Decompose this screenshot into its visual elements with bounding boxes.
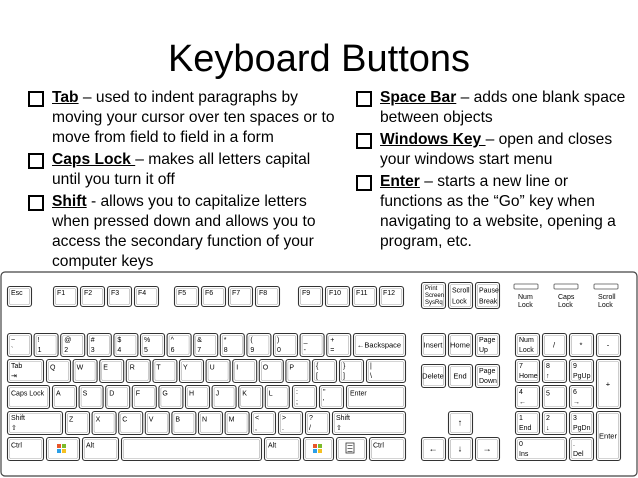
- key-page-up[interactable]: [476, 334, 500, 357]
- key-period[interactable]: [279, 412, 303, 435]
- key-label: Ctrl: [373, 442, 384, 450]
- key-label: Esc: [11, 290, 23, 297]
- key-tab[interactable]: [8, 360, 44, 383]
- key-label: I: [236, 364, 239, 372]
- key-semicolon[interactable]: [293, 386, 317, 409]
- key-label: Page: [479, 337, 496, 345]
- key-label: End: [519, 424, 532, 432]
- bullet-term: Space Bar: [380, 89, 457, 106]
- key-label: F5: [178, 290, 187, 297]
- key-lbracket[interactable]: [313, 360, 337, 383]
- key-label: _: [303, 337, 308, 345]
- key-z[interactable]: [66, 412, 90, 435]
- key-f3[interactable]: [108, 287, 132, 307]
- key-np7[interactable]: [516, 360, 540, 383]
- menu-icon: [346, 443, 354, 453]
- key-label: J: [215, 390, 220, 398]
- indicator-label: Lock: [518, 302, 533, 309]
- key-label: <: [255, 415, 260, 423]
- key-equals[interactable]: [327, 334, 351, 357]
- key-q[interactable]: [47, 360, 71, 383]
- key-label: Up: [479, 346, 488, 354]
- key-label: 5: [144, 346, 148, 354]
- key-w[interactable]: [73, 360, 97, 383]
- key-n[interactable]: [199, 412, 223, 435]
- bullet-text: – starts a new line or functions as the “Go” key when navigating to a website, opening a program, etc.: [380, 173, 616, 250]
- key-label: ←: [519, 398, 526, 406]
- key-i[interactable]: [233, 360, 257, 383]
- key-v[interactable]: [145, 412, 169, 435]
- key-scroll-lock[interactable]: [449, 283, 473, 309]
- key-label: ↓: [546, 424, 550, 432]
- key-a[interactable]: [53, 386, 77, 409]
- key-label: Page: [479, 368, 496, 376]
- key-space[interactable]: [122, 438, 262, 461]
- key-np5[interactable]: [543, 386, 567, 409]
- key-label: -: [303, 346, 306, 354]
- key-label: L: [268, 390, 273, 398]
- key-label: Break: [479, 298, 498, 306]
- bullet-term: Enter: [380, 173, 420, 190]
- bullet-text: – used to indent paragraphs by moving your cursor over ten spaces or to move from field to field in a form: [52, 89, 335, 146]
- key-label: ⇧: [11, 424, 17, 432]
- key-y[interactable]: [180, 360, 204, 383]
- key-j[interactable]: [212, 386, 236, 409]
- key-label: Caps Lock: [11, 390, 45, 398]
- key-label: 8: [223, 346, 228, 354]
- key-label: A: [56, 390, 61, 398]
- key-label: ←: [428, 443, 438, 454]
- key-slash[interactable]: [306, 412, 330, 435]
- key-k[interactable]: [239, 386, 263, 409]
- bullet-term: Tab: [52, 89, 79, 106]
- bullet-term: Windows Key: [380, 131, 486, 148]
- key-arrow-left[interactable]: [422, 438, 446, 461]
- key-f6[interactable]: [202, 287, 226, 307]
- key-label: >: [282, 415, 287, 423]
- key-label: /: [552, 340, 556, 350]
- key-delete[interactable]: [422, 365, 446, 388]
- key-label: Alt: [268, 442, 277, 450]
- key-ctrl-right[interactable]: [370, 438, 406, 461]
- key-label: M: [228, 416, 235, 424]
- key-label: Lock: [452, 298, 467, 306]
- key-comma[interactable]: [252, 412, 276, 435]
- bullet-text: – open and closes your windows start menu: [380, 131, 613, 168]
- key-e[interactable]: [100, 360, 124, 383]
- key-label: ~: [11, 337, 16, 345]
- key-label: G: [162, 390, 168, 398]
- key-label: 4: [117, 346, 122, 354]
- key-np-divide[interactable]: [543, 334, 567, 357]
- key-x[interactable]: [92, 412, 116, 435]
- key-label: !: [37, 337, 40, 345]
- key-insert[interactable]: [422, 334, 446, 357]
- key-label: 5: [546, 390, 550, 398]
- key-label: 2: [546, 415, 550, 423]
- key-label: *: [223, 337, 227, 345]
- key-label: Screen: [425, 293, 445, 299]
- key-label: 2: [64, 346, 69, 354]
- key-label: 3: [90, 346, 95, 354]
- slide-title: Keyboard Buttons: [167, 38, 471, 80]
- key-label: Insert: [423, 340, 443, 350]
- key-label: 7: [519, 363, 523, 371]
- key-label: ←Backspace: [356, 340, 402, 350]
- key-f9[interactable]: [299, 287, 323, 307]
- key-label: Home: [449, 340, 471, 350]
- key-c[interactable]: [119, 412, 143, 435]
- key-np8[interactable]: [543, 360, 567, 383]
- key-label: :: [296, 389, 298, 397]
- key-n9[interactable]: [247, 334, 271, 357]
- key-f10[interactable]: [326, 287, 350, 307]
- key-f1[interactable]: [54, 287, 78, 307]
- key-label: F7: [232, 290, 241, 297]
- key-n4[interactable]: [114, 334, 138, 357]
- key-quote[interactable]: [320, 386, 344, 409]
- indicator-label: Lock: [598, 302, 613, 309]
- key-rbracket[interactable]: [340, 360, 364, 383]
- key-f4[interactable]: [135, 287, 159, 307]
- indicator-label: Num: [518, 294, 533, 301]
- key-np0[interactable]: [516, 438, 567, 461]
- key-m[interactable]: [225, 412, 249, 435]
- key-label: R: [129, 364, 135, 372]
- key-label: ↓: [457, 443, 463, 454]
- key-label: O: [262, 364, 269, 372]
- key-label: $: [117, 337, 122, 345]
- key-d[interactable]: [106, 386, 130, 409]
- key-label: ⇥: [11, 372, 17, 380]
- key-label: Del: [573, 450, 584, 458]
- key-label: F1: [57, 290, 66, 297]
- key-arrow-down[interactable]: [449, 438, 473, 461]
- key-label: Down: [479, 377, 497, 385]
- key-label: 9: [573, 363, 577, 371]
- key-label: }: [343, 363, 346, 371]
- key-label: F6: [205, 290, 214, 297]
- key-label: +: [605, 379, 611, 389]
- key-label: 7: [197, 346, 202, 354]
- key-label: Q: [50, 364, 56, 372]
- key-esc[interactable]: [8, 287, 32, 307]
- key-h[interactable]: [186, 386, 210, 409]
- key-f5[interactable]: [175, 287, 199, 307]
- key-label: ): [277, 337, 280, 345]
- key-label: Enter: [599, 431, 617, 441]
- key-page-down[interactable]: [476, 365, 500, 388]
- key-label: 8: [546, 363, 550, 371]
- key-label: 1: [519, 415, 523, 423]
- key-label: ^: [170, 337, 174, 345]
- key-np-enter[interactable]: [597, 412, 621, 461]
- key-label: ⇧: [336, 424, 342, 432]
- key-label: 4: [519, 389, 523, 397]
- key-np4[interactable]: [516, 386, 540, 409]
- key-label: [: [316, 372, 318, 380]
- key-n8[interactable]: [220, 334, 244, 357]
- key-alt-left[interactable]: [83, 438, 119, 461]
- bullet-text: – adds one blank space between objects: [380, 89, 626, 126]
- key-end[interactable]: [449, 365, 473, 388]
- key-label: &: [197, 337, 202, 345]
- key-label: F8: [259, 290, 268, 297]
- key-enter[interactable]: [347, 386, 406, 409]
- key-label: Z: [69, 416, 74, 424]
- key-u[interactable]: [206, 360, 230, 383]
- key-f7[interactable]: [229, 287, 253, 307]
- key-label: Scroll: [452, 287, 470, 295]
- bullet-text: - allows you to capitalize letters when pressed down and allows you to access the secondary function of your computer keys: [52, 193, 316, 270]
- key-label: F4: [138, 290, 147, 297]
- key-n3[interactable]: [87, 334, 111, 357]
- key-backspace[interactable]: [354, 334, 406, 357]
- key-n5[interactable]: [141, 334, 165, 357]
- key-label: Ctrl: [11, 442, 22, 450]
- key-np1[interactable]: [516, 412, 540, 435]
- key-label: 3: [573, 415, 577, 423]
- key-label: T: [156, 364, 161, 372]
- key-label: ": [323, 389, 326, 397]
- key-label: V: [148, 416, 154, 424]
- key-label: F11: [356, 290, 368, 297]
- key-label: Tab: [11, 363, 23, 371]
- key-np-multiply[interactable]: [570, 334, 594, 357]
- key-ctrl-left[interactable]: [8, 438, 44, 461]
- key-label: F9: [302, 290, 311, 297]
- key-label: PgDn: [573, 424, 591, 432]
- key-label: Enter: [350, 390, 367, 398]
- key-f12[interactable]: [380, 287, 404, 307]
- key-backtick[interactable]: [8, 334, 32, 357]
- key-label: →: [482, 443, 492, 454]
- key-label: ': [323, 398, 325, 406]
- key-label: Lock: [519, 346, 534, 354]
- key-g[interactable]: [159, 386, 183, 409]
- indicator-label: Lock: [558, 302, 573, 309]
- key-label: +: [330, 337, 335, 345]
- key-np2[interactable]: [543, 412, 567, 435]
- key-n0[interactable]: [274, 334, 298, 357]
- key-label: K: [242, 390, 247, 398]
- key-l[interactable]: [265, 386, 289, 409]
- key-shift-right[interactable]: [333, 412, 406, 435]
- key-num-lock[interactable]: [516, 334, 540, 357]
- key-label: \: [370, 372, 372, 380]
- indicator-label: Scroll: [598, 294, 616, 301]
- key-label: ↑: [457, 417, 463, 428]
- key-label: Y: [183, 364, 188, 372]
- key-r[interactable]: [126, 360, 150, 383]
- key-label: {: [316, 363, 319, 371]
- key-label: 9: [250, 346, 255, 354]
- key-label: W: [76, 364, 84, 372]
- key-label: (: [250, 337, 253, 345]
- key-label: →: [573, 398, 580, 406]
- key-label: 0: [519, 441, 523, 449]
- key-label: Shift: [11, 415, 26, 423]
- bullet-text: – makes all letters capital until you turn it off: [52, 151, 311, 188]
- key-n2[interactable]: [61, 334, 85, 357]
- key-label: PgUp: [573, 372, 591, 380]
- key-backslash[interactable]: [367, 360, 406, 383]
- key-label: D: [109, 390, 115, 398]
- key-shift-left[interactable]: [8, 412, 63, 435]
- key-caps-lock[interactable]: [8, 386, 50, 409]
- key-label: /: [309, 424, 311, 432]
- key-label: .: [282, 424, 284, 432]
- key-label: Alt: [86, 442, 95, 450]
- key-label: Print: [425, 286, 438, 292]
- key-label: F12: [383, 290, 396, 297]
- key-label: Delete: [422, 371, 444, 381]
- key-label: ↑: [546, 372, 550, 380]
- key-label: X: [95, 416, 101, 424]
- key-label: SysRq: [425, 300, 443, 306]
- key-label: ?: [309, 415, 313, 423]
- key-label: *: [579, 340, 583, 350]
- key-label: ;: [296, 398, 298, 406]
- key-minus[interactable]: [300, 334, 324, 357]
- key-np6[interactable]: [570, 386, 594, 409]
- key-label: Num: [519, 337, 534, 345]
- key-label: 6: [573, 389, 577, 397]
- key-o[interactable]: [259, 360, 283, 383]
- key-s[interactable]: [79, 386, 103, 409]
- indicator-label: Caps: [558, 294, 575, 301]
- key-label: N: [202, 416, 208, 424]
- key-label: ]: [343, 372, 345, 380]
- key-f[interactable]: [132, 386, 156, 409]
- key-label: U: [209, 364, 215, 372]
- key-label: .: [573, 441, 575, 449]
- key-label: E: [103, 364, 108, 372]
- key-np3[interactable]: [570, 412, 594, 435]
- key-np-minus[interactable]: [597, 334, 621, 357]
- key-label: Shift: [336, 415, 351, 423]
- key-n7[interactable]: [194, 334, 218, 357]
- key-label: H: [189, 390, 195, 398]
- key-n6[interactable]: [167, 334, 191, 357]
- key-label: %: [144, 337, 151, 345]
- key-label: 0: [277, 346, 281, 354]
- key-label: =: [330, 346, 335, 354]
- key-label: P: [289, 364, 295, 372]
- key-p[interactable]: [286, 360, 310, 383]
- key-label: Ins: [519, 450, 529, 458]
- key-label: `: [11, 346, 14, 354]
- key-label: Home: [519, 372, 538, 380]
- key-label: @: [64, 337, 72, 345]
- key-home[interactable]: [449, 334, 473, 357]
- key-label: C: [122, 416, 128, 424]
- key-alt-right[interactable]: [265, 438, 301, 461]
- key-label: Pause: [479, 287, 499, 295]
- bullet-term: Shift: [52, 193, 87, 210]
- key-label: 1: [37, 346, 42, 354]
- key-np-dot[interactable]: [570, 438, 594, 461]
- key-label: #: [90, 337, 95, 345]
- key-f2[interactable]: [81, 287, 105, 307]
- key-n1[interactable]: [34, 334, 58, 357]
- key-t[interactable]: [153, 360, 177, 383]
- key-f11[interactable]: [353, 287, 377, 307]
- key-label: ,: [255, 424, 257, 432]
- key-pause[interactable]: [476, 283, 500, 309]
- key-label: |: [370, 363, 372, 371]
- key-label: End: [453, 371, 467, 381]
- bullet-term: Caps Lock: [52, 151, 136, 168]
- key-np9[interactable]: [570, 360, 594, 383]
- key-label: -: [606, 340, 610, 350]
- key-label: F3: [111, 290, 120, 297]
- key-f8[interactable]: [256, 287, 280, 307]
- key-label: F2: [84, 290, 93, 297]
- key-np-plus[interactable]: [597, 360, 621, 409]
- key-label: S: [82, 390, 88, 398]
- key-arrow-up[interactable]: [449, 412, 473, 435]
- key-label: B: [175, 416, 181, 424]
- key-label: F10: [329, 290, 342, 297]
- key-label: 6: [170, 346, 175, 354]
- key-label: F: [135, 390, 141, 398]
- key-arrow-right[interactable]: [476, 438, 500, 461]
- key-b[interactable]: [172, 412, 196, 435]
- key-print-screen[interactable]: [422, 283, 446, 309]
